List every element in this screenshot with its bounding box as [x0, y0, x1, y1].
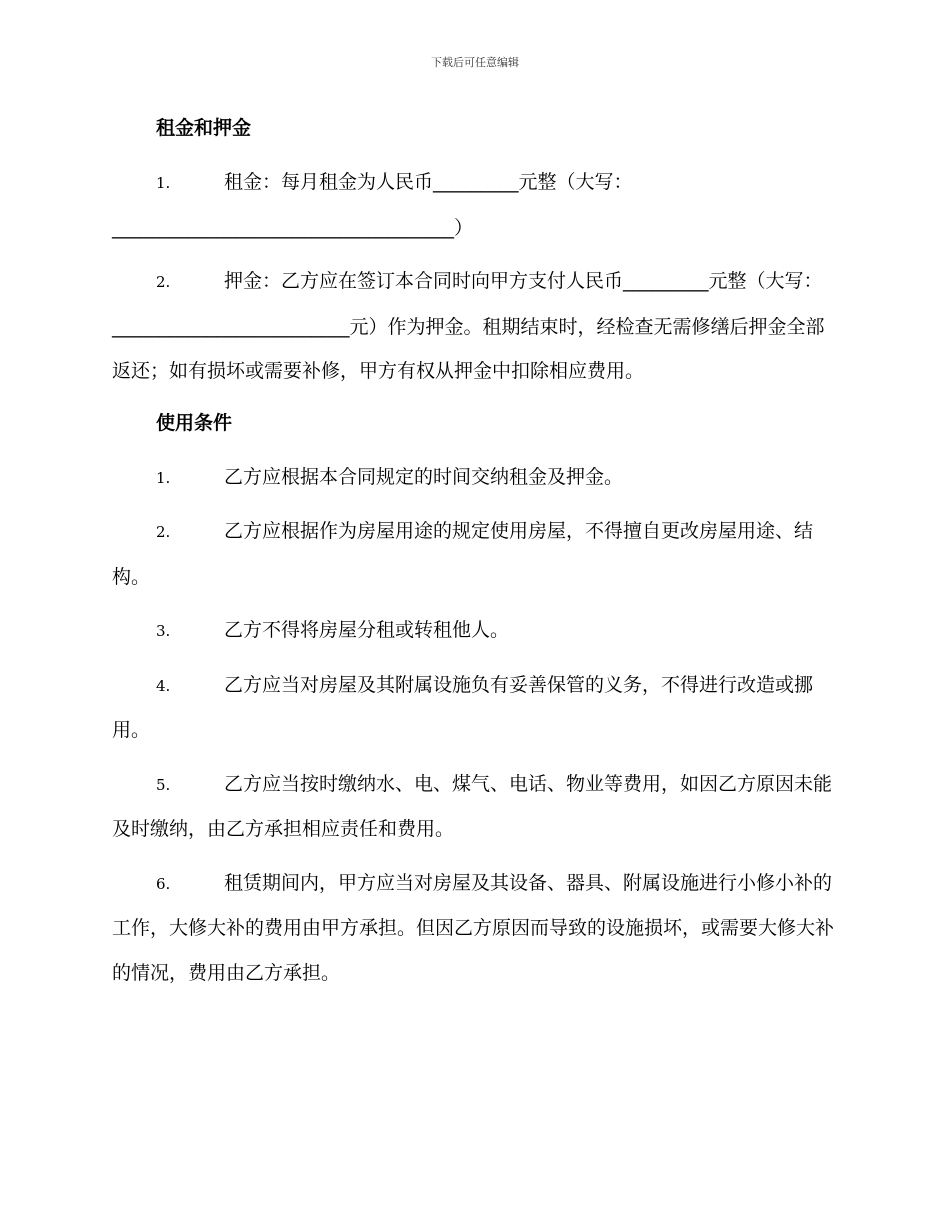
list-item [112, 861, 834, 996]
list-item [112, 663, 834, 753]
item-number: 3. [156, 622, 171, 640]
item-text: 乙方不得将房屋分租或转租他人。 [224, 619, 510, 641]
item-text: 乙方应当按时缴纳水、电、煤气、电话、物业等费用，如因乙方原因未能及时缴纳，由乙方承担相应责任和费用。 [112, 772, 833, 840]
item-text: 押金：乙方应在签订本合同时向甲方支付人民币_________元整（大写：_________________________元）作为押金。租期结束时，经检查无需修缮后押金全部返还；如有损坏或需要补修，甲方有权从押金中扣除相应费用。 [112, 270, 825, 382]
section-usage-conditions [112, 403, 834, 996]
list-item [112, 455, 834, 501]
list-item [112, 762, 834, 852]
section-rent-deposit [112, 108, 834, 394]
item-text: 乙方应当对房屋及其附属设施负有妥善保管的义务，不得进行改造或挪用。 [112, 673, 814, 741]
item-text: 租赁期间内，甲方应当对房屋及其设备、器具、附属设施进行小修小补的工作，大修大补的费用由甲方承担。但因乙方原因而导致的设施损坏，或需要大修大补的情况，费用由乙方承担。 [112, 871, 835, 984]
section-heading: 使用条件 [156, 411, 233, 434]
item-number: 4. [156, 676, 171, 695]
item-text: 租金：每月租金为人民币_________元整（大写：____________________________________） [112, 171, 633, 239]
item-number: 1. [156, 468, 171, 487]
page-header-note: 下载后可任意编辑 [431, 56, 519, 69]
section-heading: 租金和押金 [156, 117, 252, 139]
item-text: 乙方应根据本合同规定的时间交纳租金及押金。 [224, 465, 624, 488]
item-text: 乙方应根据作为房屋用途的规定使用房屋，不得擅自更改房屋用途、结构。 [112, 520, 814, 588]
list-item [112, 160, 834, 250]
list-item [112, 259, 834, 394]
item-number: 6. [156, 874, 171, 893]
item-number: 2. [156, 273, 171, 291]
item-number: 1. [156, 174, 171, 192]
list-item [112, 509, 834, 599]
list-item [112, 608, 834, 654]
item-number: 2. [156, 523, 171, 541]
document-body [112, 108, 834, 1004]
item-number: 5. [156, 775, 171, 794]
